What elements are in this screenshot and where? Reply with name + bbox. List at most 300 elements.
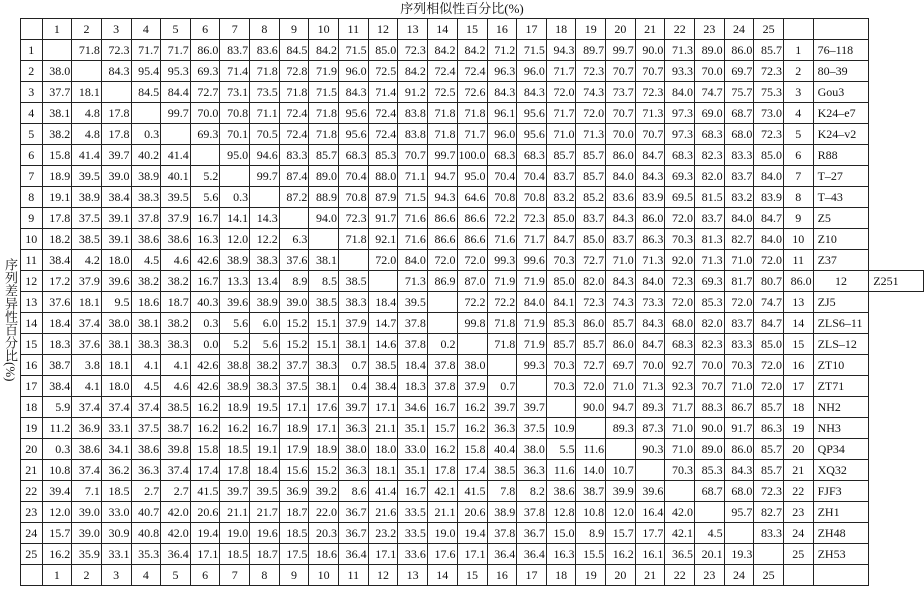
matrix-cell	[665, 481, 695, 502]
matrix-cell: 18.5	[279, 523, 309, 544]
matrix-cell: 42.6	[190, 376, 220, 397]
matrix-cell: 70.0	[190, 103, 220, 124]
matrix-cell: 38.4	[42, 376, 72, 397]
matrix-cell: 71.1	[250, 103, 280, 124]
matrix-cell	[309, 229, 339, 250]
column-number: 4	[131, 565, 161, 586]
matrix-cell: 41.5	[457, 481, 487, 502]
matrix-cell: 72.4	[368, 124, 398, 145]
column-number: 11	[338, 565, 368, 586]
matrix-cell: 72.3	[398, 40, 428, 61]
matrix-cell: 89.3	[606, 418, 636, 439]
matrix-cell: 84.0	[398, 250, 428, 271]
strain-label: Gou3	[813, 82, 869, 103]
row-number: 12	[21, 271, 43, 292]
column-header-row-bottom	[21, 565, 924, 586]
matrix-cell: 71.5	[517, 40, 547, 61]
matrix-cell: 68.0	[724, 124, 754, 145]
matrix-cell: 71.2	[487, 40, 517, 61]
matrix-cell: 38.3	[250, 376, 280, 397]
row-number-right: 11	[783, 250, 813, 271]
matrix-cell: 38.0	[101, 313, 131, 334]
matrix-row	[21, 418, 924, 439]
column-number: 16	[487, 565, 517, 586]
matrix-cell: 38.4	[42, 250, 72, 271]
identity-matrix	[20, 18, 924, 586]
matrix-cell: 38.0	[42, 61, 72, 82]
matrix-cell	[161, 124, 191, 145]
row-number: 4	[21, 103, 43, 124]
matrix-cell	[546, 397, 576, 418]
matrix-cell: 36.9	[72, 418, 102, 439]
matrix-cell: 12.0	[220, 229, 250, 250]
matrix-cell: 71.8	[250, 61, 280, 82]
matrix-cell: 73.0	[754, 103, 784, 124]
matrix-cell: 87.2	[279, 187, 309, 208]
column-number: 9	[279, 19, 309, 40]
matrix-cell: 10.9	[546, 418, 576, 439]
row-number: 11	[21, 250, 43, 271]
matrix-cell: 90.0	[576, 397, 606, 418]
matrix-cell: 89.0	[695, 40, 725, 61]
matrix-row	[21, 376, 924, 397]
matrix-cell	[250, 187, 280, 208]
matrix-cell: 72.0	[754, 250, 784, 271]
matrix-cell: 5.9	[42, 397, 72, 418]
row-number: 19	[21, 418, 43, 439]
matrix-cell: 36.4	[161, 544, 191, 565]
matrix-cell: 84.3	[606, 271, 636, 292]
column-number: 24	[724, 19, 754, 40]
matrix-cell	[42, 40, 72, 61]
matrix-cell: 38.5	[487, 460, 517, 481]
strain-label: Z10	[813, 229, 869, 250]
matrix-cell: 90.0	[695, 418, 725, 439]
matrix-cell: 40.7	[131, 502, 161, 523]
corner-cell	[21, 565, 43, 586]
matrix-cell: 70.7	[606, 103, 636, 124]
matrix-cell: 84.5	[279, 40, 309, 61]
matrix-cell: 12.8	[546, 502, 576, 523]
matrix-cell: 95.6	[517, 103, 547, 124]
matrix-cell: 38.2	[42, 124, 72, 145]
matrix-cell: 88.3	[695, 397, 725, 418]
strain-label: Z251	[869, 271, 924, 292]
matrix-cell: 92.3	[665, 376, 695, 397]
matrix-cell: 38.2	[250, 355, 280, 376]
matrix-cell: 18.9	[279, 418, 309, 439]
matrix-cell: 5.5	[546, 439, 576, 460]
matrix-cell: 33.1	[101, 418, 131, 439]
matrix-cell: 72.0	[368, 250, 398, 271]
matrix-cell: 71.3	[665, 40, 695, 61]
matrix-cell: 72.2	[487, 292, 517, 313]
matrix-cell: 99.7	[161, 103, 191, 124]
matrix-cell: 18.1	[72, 82, 102, 103]
matrix-cell: 4.5	[131, 250, 161, 271]
matrix-cell: 84.7	[635, 334, 665, 355]
matrix-cell	[457, 334, 487, 355]
matrix-cell: 16.2	[457, 397, 487, 418]
matrix-cell: 38.3	[131, 334, 161, 355]
matrix-cell: 42.6	[190, 355, 220, 376]
matrix-cell: 86.0	[606, 145, 636, 166]
strain-label: ZLS6–11	[813, 313, 869, 334]
matrix-cell: 72.5	[427, 82, 457, 103]
matrix-cell: 36.3	[131, 460, 161, 481]
matrix-cell: 69.3	[190, 61, 220, 82]
column-number: 15	[457, 19, 487, 40]
matrix-cell: 84.2	[309, 40, 339, 61]
strain-label: NH3	[813, 418, 869, 439]
matrix-cell: 84.1	[546, 292, 576, 313]
matrix-cell: 18.3	[42, 334, 72, 355]
matrix-cell: 37.6	[42, 292, 72, 313]
matrix-row	[21, 397, 924, 418]
matrix-cell: 92.0	[665, 250, 695, 271]
matrix-cell: 35.3	[131, 544, 161, 565]
strain-label: ZJ5	[813, 292, 869, 313]
column-number: 23	[695, 565, 725, 586]
matrix-cell: 38.5	[368, 355, 398, 376]
matrix-cell: 71.0	[546, 124, 576, 145]
similarity-axis-title: 序列相似性百分比(%)	[400, 1, 524, 16]
matrix-cell: 4.2	[72, 250, 102, 271]
row-number-right: 15	[783, 334, 813, 355]
matrix-cell: 18.7	[279, 502, 309, 523]
matrix-cell: 39.7	[101, 145, 131, 166]
matrix-cell: 17.1	[309, 418, 339, 439]
matrix-cell: 36.7	[338, 502, 368, 523]
matrix-cell: 73.5	[250, 82, 280, 103]
matrix-cell: 37.8	[517, 502, 547, 523]
matrix-cell: 36.5	[665, 544, 695, 565]
row-number: 2	[21, 61, 43, 82]
matrix-cell: 86.6	[457, 229, 487, 250]
matrix-cell: 71.0	[665, 439, 695, 460]
row-number-right: 1	[783, 40, 813, 61]
matrix-cell: 38.0	[338, 439, 368, 460]
matrix-cell: 37.9	[72, 271, 102, 292]
matrix-cell: 4.6	[161, 376, 191, 397]
matrix-cell: 0.0	[190, 334, 220, 355]
matrix-cell: 83.9	[635, 187, 665, 208]
column-number: 18	[546, 565, 576, 586]
matrix-cell: 84.3	[517, 82, 547, 103]
matrix-cell: 37.9	[457, 376, 487, 397]
matrix-cell: 38.3	[250, 250, 280, 271]
matrix-cell: 37.7	[279, 355, 309, 376]
matrix-cell: 70.0	[606, 124, 636, 145]
matrix-cell: 41.5	[190, 481, 220, 502]
matrix-cell: 16.2	[606, 544, 636, 565]
matrix-row	[21, 355, 924, 376]
matrix-cell: 85.7	[754, 460, 784, 481]
matrix-cell: 96.0	[487, 124, 517, 145]
matrix-cell: 85.7	[754, 40, 784, 61]
matrix-cell: 36.3	[338, 460, 368, 481]
matrix-cell: 95.6	[517, 124, 547, 145]
matrix-cell: 15.2	[279, 313, 309, 334]
matrix-cell: 71.8	[279, 82, 309, 103]
matrix-cell: 68.3	[338, 145, 368, 166]
matrix-cell: 38.0	[457, 355, 487, 376]
matrix-cell: 64.6	[457, 187, 487, 208]
column-number: 7	[220, 565, 250, 586]
row-number-right: 25	[783, 544, 813, 565]
matrix-cell: 92.7	[665, 355, 695, 376]
matrix-cell: 39.1	[101, 208, 131, 229]
matrix-cell: 21.7	[250, 502, 280, 523]
matrix-cell: 18.0	[101, 376, 131, 397]
row-number-right: 17	[783, 376, 813, 397]
matrix-cell: 40.2	[131, 145, 161, 166]
matrix-cell: 72.4	[457, 61, 487, 82]
matrix-cell: 14.6	[368, 334, 398, 355]
matrix-cell: 91.7	[368, 208, 398, 229]
matrix-cell: 99.3	[487, 250, 517, 271]
matrix-cell: 84.7	[754, 313, 784, 334]
matrix-cell: 71.8	[72, 40, 102, 61]
matrix-cell: 85.0	[754, 145, 784, 166]
matrix-cell: 38.1	[131, 313, 161, 334]
matrix-cell: 71.8	[487, 313, 517, 334]
row-number: 8	[21, 187, 43, 208]
row-number: 13	[21, 292, 43, 313]
column-number: 3	[101, 565, 131, 586]
matrix-cell: 71.8	[309, 103, 339, 124]
matrix-cell: 83.3	[724, 145, 754, 166]
row-number: 1	[21, 40, 43, 61]
matrix-cell: 17.1	[457, 544, 487, 565]
matrix-cell: 71.8	[457, 103, 487, 124]
matrix-cell: 38.4	[101, 187, 131, 208]
matrix-cell: 71.3	[635, 103, 665, 124]
matrix-cell: 38.1	[42, 103, 72, 124]
matrix-cell: 72.4	[279, 103, 309, 124]
matrix-cell: 18.9	[220, 397, 250, 418]
matrix-cell: 87.0	[457, 271, 487, 292]
matrix-cell: 33.0	[398, 439, 428, 460]
matrix-cell: 72.8	[279, 61, 309, 82]
matrix-cell: 40.4	[487, 439, 517, 460]
strain-label: 76–118	[813, 40, 869, 61]
matrix-cell: 20.1	[695, 544, 725, 565]
column-number: 9	[279, 565, 309, 586]
matrix-cell: 18.5	[101, 481, 131, 502]
matrix-cell: 87.4	[279, 166, 309, 187]
matrix-cell: 94.0	[309, 208, 339, 229]
matrix-cell: 39.7	[220, 481, 250, 502]
matrix-cell: 15.8	[457, 439, 487, 460]
matrix-cell: 99.8	[457, 313, 487, 334]
matrix-cell: 37.5	[517, 418, 547, 439]
matrix-cell: 37.4	[161, 460, 191, 481]
matrix-cell: 69.3	[190, 124, 220, 145]
matrix-cell: 16.2	[190, 397, 220, 418]
matrix-cell: 6.3	[279, 229, 309, 250]
matrix-cell: 71.7	[665, 397, 695, 418]
matrix-cell: 71.3	[635, 376, 665, 397]
matrix-cell: 38.6	[161, 229, 191, 250]
matrix-cell: 4.5	[695, 523, 725, 544]
matrix-cell: 71.5	[398, 187, 428, 208]
matrix-cell: 84.3	[635, 313, 665, 334]
column-number: 5	[161, 565, 191, 586]
matrix-cell: 36.4	[487, 544, 517, 565]
matrix-cell: 85.7	[576, 166, 606, 187]
matrix-cell: 37.5	[72, 208, 102, 229]
matrix-cell: 97.3	[665, 103, 695, 124]
matrix-cell: 36.2	[101, 460, 131, 481]
matrix-cell: 16.3	[546, 544, 576, 565]
matrix-cell: 82.0	[695, 313, 725, 334]
matrix-cell: 84.2	[398, 61, 428, 82]
matrix-cell: 18.9	[309, 439, 339, 460]
column-number: 1	[42, 565, 72, 586]
matrix-row	[21, 271, 924, 292]
matrix-cell: 68.3	[487, 145, 517, 166]
matrix-cell: 11.6	[576, 439, 606, 460]
matrix-cell: 37.4	[101, 397, 131, 418]
matrix-cell: 83.6	[606, 187, 636, 208]
matrix-cell: 42.1	[665, 523, 695, 544]
matrix-cell: 72.0	[665, 208, 695, 229]
column-number: 18	[546, 19, 576, 40]
column-number: 10	[309, 565, 339, 586]
matrix-cell: 71.4	[368, 82, 398, 103]
matrix-cell: 85.3	[546, 313, 576, 334]
matrix-cell: 95.7	[724, 502, 754, 523]
matrix-cell: 85.3	[695, 460, 725, 481]
matrix-cell: 70.8	[338, 187, 368, 208]
matrix-cell: 81.7	[724, 271, 754, 292]
strain-label: R88	[813, 145, 869, 166]
matrix-cell	[190, 145, 220, 166]
matrix-cell: 95.0	[220, 145, 250, 166]
matrix-cell: 40.3	[190, 292, 220, 313]
matrix-cell: 69.3	[695, 271, 725, 292]
matrix-cell: 34.6	[398, 397, 428, 418]
matrix-cell: 83.2	[724, 187, 754, 208]
matrix-cell: 99.6	[517, 250, 547, 271]
row-number: 6	[21, 145, 43, 166]
matrix-cell: 68.7	[695, 481, 725, 502]
row-number-right: 22	[783, 481, 813, 502]
matrix-cell: 92.1	[368, 229, 398, 250]
matrix-cell: 72.2	[487, 208, 517, 229]
matrix-cell: 13.4	[250, 271, 280, 292]
matrix-cell: 38.7	[161, 418, 191, 439]
matrix-cell: 73.3	[635, 292, 665, 313]
row-number: 25	[21, 544, 43, 565]
matrix-cell: 37.8	[131, 208, 161, 229]
matrix-cell	[338, 250, 368, 271]
matrix-cell: 38.7	[42, 355, 72, 376]
matrix-cell: 37.5	[131, 418, 161, 439]
matrix-cell: 37.6	[72, 334, 102, 355]
matrix-cell: 2.7	[161, 481, 191, 502]
matrix-cell: 38.9	[220, 376, 250, 397]
column-number: 13	[398, 565, 428, 586]
matrix-cell: 4.8	[72, 103, 102, 124]
matrix-cell: 85.3	[695, 292, 725, 313]
matrix-cell: 85.2	[576, 187, 606, 208]
column-number: 3	[101, 19, 131, 40]
matrix-cell: 10.8	[42, 460, 72, 481]
matrix-cell: 70.4	[517, 166, 547, 187]
row-number-right: 13	[783, 292, 813, 313]
matrix-cell: 19.1	[250, 439, 280, 460]
column-number: 19	[576, 565, 606, 586]
matrix-cell: 5.6	[250, 334, 280, 355]
strain-label: K24–e7	[813, 103, 869, 124]
row-number-right: 2	[783, 61, 813, 82]
column-number: 5	[161, 19, 191, 40]
matrix-cell: 8.5	[309, 271, 339, 292]
matrix-cell: 16.7	[190, 271, 220, 292]
matrix-cell: 5.2	[190, 166, 220, 187]
matrix-cell: 18.6	[131, 292, 161, 313]
matrix-cell: 95.6	[338, 103, 368, 124]
matrix-cell: 71.0	[724, 376, 754, 397]
matrix-row	[21, 523, 924, 544]
matrix-cell: 15.8	[190, 439, 220, 460]
matrix-cell: 99.7	[427, 145, 457, 166]
matrix-cell: 72.0	[724, 292, 754, 313]
matrix-cell: 38.9	[131, 166, 161, 187]
matrix-cell: 84.3	[487, 82, 517, 103]
column-number: 13	[398, 19, 428, 40]
matrix-cell: 20.3	[309, 523, 339, 544]
matrix-cell: 70.0	[695, 355, 725, 376]
matrix-cell: 69.3	[665, 166, 695, 187]
matrix-cell: 72.7	[576, 250, 606, 271]
matrix-cell: 84.3	[606, 208, 636, 229]
column-number: 15	[457, 565, 487, 586]
row-number-right: 12	[813, 271, 869, 292]
matrix-cell: 71.9	[487, 271, 517, 292]
matrix-cell: 71.7	[546, 103, 576, 124]
matrix-cell: 11.2	[42, 418, 72, 439]
matrix-cell: 4.1	[72, 376, 102, 397]
matrix-cell: 88.0	[368, 166, 398, 187]
matrix-cell: 39.5	[161, 187, 191, 208]
row-number-right: 5	[783, 124, 813, 145]
matrix-cell: 71.3	[635, 250, 665, 271]
column-number: 1	[42, 19, 72, 40]
strain-label: ZT71	[813, 376, 869, 397]
matrix-cell: 15.7	[42, 523, 72, 544]
matrix-cell: 72.0	[427, 250, 457, 271]
matrix-cell: 70.7	[606, 61, 636, 82]
matrix-cell: 39.7	[517, 397, 547, 418]
column-number: 25	[754, 565, 784, 586]
matrix-cell: 68.3	[665, 334, 695, 355]
matrix-cell: 39.9	[606, 481, 636, 502]
row-number-right: 21	[783, 460, 813, 481]
row-number: 20	[21, 439, 43, 460]
matrix-cell: 88.9	[309, 187, 339, 208]
matrix-row	[21, 460, 924, 481]
row-number: 14	[21, 313, 43, 334]
column-number: 2	[72, 19, 102, 40]
matrix-cell: 72.0	[546, 82, 576, 103]
matrix-cell: 17.5	[279, 544, 309, 565]
matrix-cell: 86.0	[190, 40, 220, 61]
matrix-row	[21, 145, 924, 166]
strain-label: T–43	[813, 187, 869, 208]
